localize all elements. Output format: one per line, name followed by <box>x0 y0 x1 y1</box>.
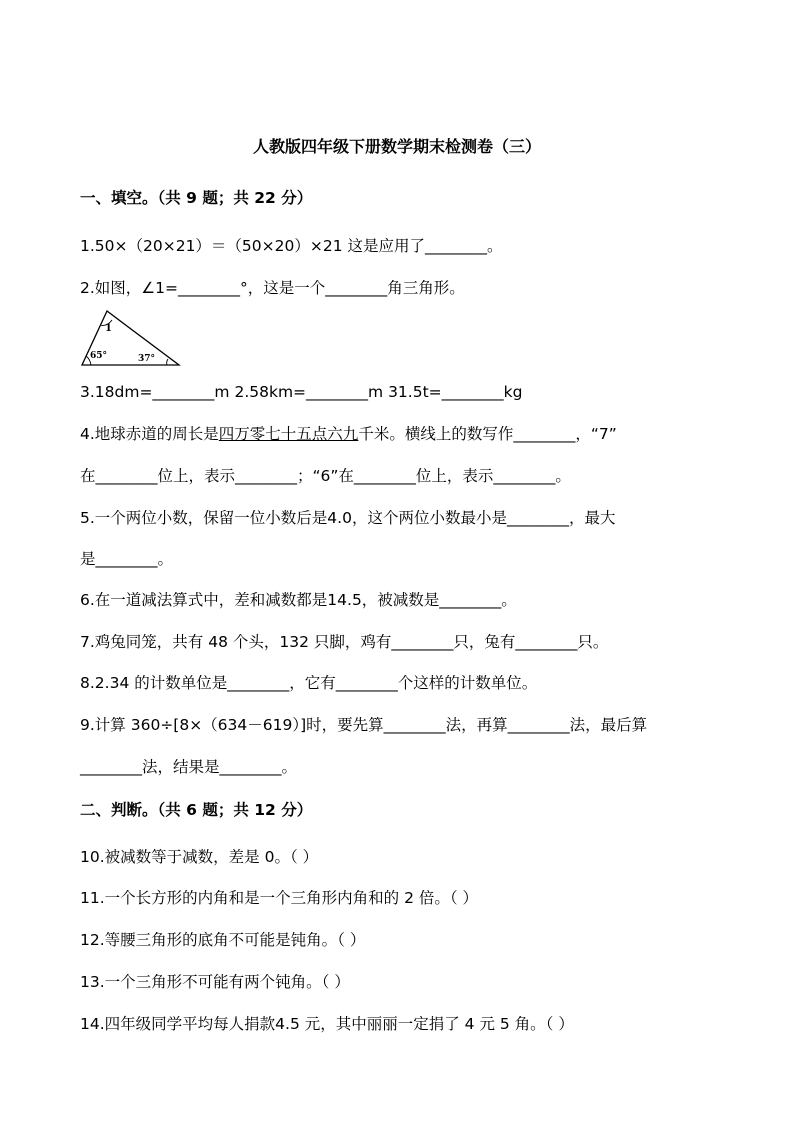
question-3: 3.18dm=________m 2.58km=________m 31.5t=________kg <box>80 383 523 401</box>
triangle-figure <box>80 308 184 368</box>
question-11: 11.一个长方形的内角和是一个三角形内角和的 2 倍。（ ） <box>80 889 479 907</box>
question-2: 2.如图，∠1=________°，这是一个________角三角形。 <box>80 279 465 297</box>
angle-label-65: 65° <box>90 351 108 361</box>
question-9-line2: ________法，结果是________。 <box>80 758 298 776</box>
question-12: 12.等腰三角形的底角不可能是钝角。（ ） <box>80 931 366 949</box>
question-4-line1 <box>80 424 617 444</box>
q4-underlined: 四万零七十五点六九 <box>218 425 359 443</box>
angle-arc-right <box>167 359 168 365</box>
question-9-line1: 9.计算 360÷[8×（634－619）]时，要先算________法，再算________法，最后算 <box>80 716 648 734</box>
question-13: 13.一个三角形不可能有两个钝角。（ ） <box>80 973 350 991</box>
question-6: 6.在一道减法算式中，差和减数都是14.5，被减数是________。 <box>80 591 517 609</box>
section-heading-judge: 二、判断。（共 6 题；共 12 分） <box>80 801 313 819</box>
question-5-line1: 5.一个两位小数，保留一位小数后是4.0，这个两位小数最小是________，最大 <box>80 509 616 527</box>
q4-post: 千米。横线上的数写作________，“7” <box>358 425 617 443</box>
section-heading-fill-blank: 一、填空。（共 9 题；共 22 分） <box>80 189 313 207</box>
question-4-line2: 在________位上，表示________；“6”在________位上，表示________。 <box>80 467 571 485</box>
question-7: 7.鸡兔同笼，共有 48 个头，132 只脚，鸡有________只，兔有________只。 <box>80 633 609 651</box>
angle-label-1: 1 <box>105 323 112 334</box>
question-5-line2: 是________。 <box>80 550 174 568</box>
q4-pre: 4.地球赤道的周长是 <box>80 425 219 443</box>
question-8: 8.2.34 的计数单位是________，它有________个这样的计数单位。 <box>80 674 538 692</box>
angle-label-37: 37° <box>138 354 156 364</box>
question-14: 14.四年级同学平均每人捐款4.5 元，其中丽丽一定捐了 4 元 5 角。（ ） <box>80 1015 574 1033</box>
page-title: 人教版四年级下册数学期末检测卷（三） <box>252 137 541 156</box>
question-10: 10.被减数等于减数，差是 0。（ ） <box>80 848 319 866</box>
question-1: 1.50×（20×21）＝（50×20）×21 这是应用了________。 <box>80 237 503 255</box>
